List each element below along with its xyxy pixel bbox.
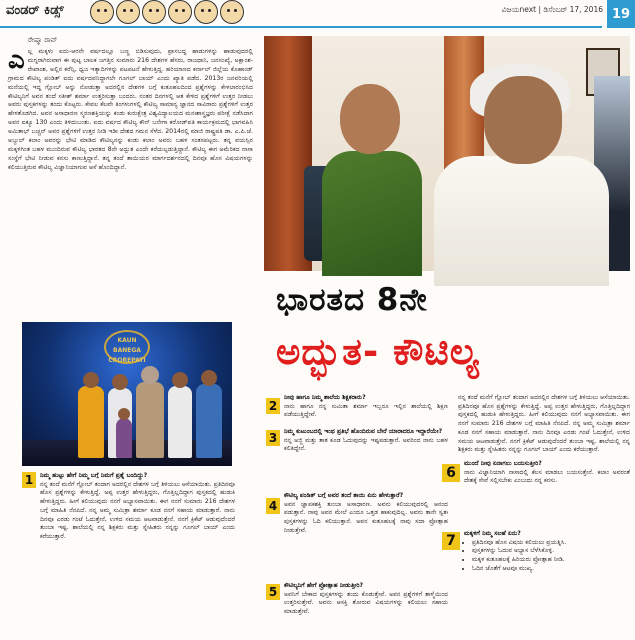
masthead bbox=[0, 0, 635, 24]
section-title: ವಂಡರ್ ಕಿಡ್ಸ್ bbox=[6, 3, 64, 18]
qa-item bbox=[40, 472, 235, 637]
intro-article bbox=[8, 45, 253, 316]
qa-number: 4 bbox=[266, 498, 280, 514]
cartoon-face-icon bbox=[194, 0, 218, 24]
qa-answer: ಅವನ ಜ್ಞಾಪಕಶಕ್ತಿ ತುಂಬಾ ಅಸಾಧಾರಣ. ಅವನು ಕಲಿಯುವುದರಲ್ಲಿ ಆನಂದ ಪಡುತ್ತಾನೆ. ನಾವು ಅವನ ಮೇಲೆ ಎಂದೂ ಒತ್ತಡ ಹಾಕುವುದಿಲ್ಲ. ಅವನು ತಾನೇ ಸ್ವತಃ ಪುಸ್ತಕಗಳನ್ನು ಓದಿ ಕಲಿಯುತ್ತಾನೆ. ಅವನ ಕುತೂಹಲಕ್ಕೆ ನಾವು ಸದಾ ಪ್ರೋತ್ಸಾಹ ನೀಡುತ್ತೇವೆ. bbox=[284, 500, 448, 534]
qa-item bbox=[464, 530, 630, 638]
qa-continued bbox=[458, 394, 630, 454]
boy-figure bbox=[322, 151, 422, 276]
qa-answer: ನನ್ನ ಅಜ್ಜಿ ಮತ್ತು ತಾತ ಕೂಡ ಓದುವುದನ್ನು ಇಷ್ಟಪಡುತ್ತಾರೆ. ಅವರಿಂದ ನಾನು ಬಹಳ ಕಲಿತಿದ್ದೇನೆ. bbox=[284, 436, 448, 453]
list-item: • ಪ್ರತಿದಿನವೂ ಹೊಸ ವಿಷಯ ಕಲಿಯಲು ಪ್ರಯತ್ನಿಸಿ. bbox=[472, 539, 630, 548]
cartoon-face-icon bbox=[168, 0, 192, 24]
qa-question: ಕೌಟಿಲ್ಯನಿಗೆ ಹೇಗೆ ಪ್ರೋತ್ಸಾಹ ನೀಡುತ್ತೀರಿ? bbox=[284, 582, 364, 589]
kbc-logo: KAUN BANEGA CROREPATI bbox=[104, 330, 150, 364]
page-number: 19 bbox=[607, 0, 635, 28]
mascot-strip bbox=[90, 0, 244, 24]
qa-question: ಕೌಟಿಲ್ಯ ಪಂಡಿತ್ ಬಗ್ಗೆ ಅವರ ತಂದೆ ತಾಯಿ ಏನು ಹೇಳುತ್ತಾರೆ? bbox=[284, 492, 404, 499]
host-figure bbox=[136, 382, 164, 458]
person-figure bbox=[196, 384, 222, 458]
qa-answer: ನಾನು ಹಾಗೂ ನನ್ನ ಸುಮಿತಾ ಶರ್ಮಾ ಇಬ್ಬರೂ ಇಲ್ಲಿನ ಶಾಲೆಯಲ್ಲಿ ಶಿಕ್ಷಣ ಪಡೆಯುತ್ತಿದ್ದೇವೆ. bbox=[284, 402, 448, 419]
photo-kalam-with-boy bbox=[264, 36, 630, 271]
qa-number: 6 bbox=[442, 464, 460, 482]
cartoon-face-icon bbox=[116, 0, 140, 24]
header-rule bbox=[0, 26, 602, 28]
byline: ರೇಷ್ಮಾ ರಾವ್ bbox=[28, 36, 58, 44]
cartoon-face-icon bbox=[220, 0, 244, 24]
headline-line1: ಭಾರತದ 8ನೇ bbox=[276, 282, 428, 318]
qa-number: 7 bbox=[442, 532, 460, 550]
qa-question: ನಿಮ್ಮ ಹುಟ್ಟು ಹೇಗೆ ನಿಮ್ಮ ಬಗ್ಗೆ ನಿಮಗೆ ಪ್ರಶ್ನೆ ಬಂದಿದ್ದು? bbox=[40, 472, 148, 479]
qa-item bbox=[284, 394, 448, 424]
cartoon-face-icon bbox=[142, 0, 166, 24]
advice-list bbox=[464, 539, 630, 574]
list-item: • ಓದಿನ ಜೊತೆಗೆ ಆಟವೂ ಮುಖ್ಯ. bbox=[472, 565, 630, 574]
qa-number: 1 bbox=[22, 472, 36, 488]
qa-item bbox=[284, 582, 448, 638]
list-item: • ಪುಸ್ತಕಗಳನ್ನು ಓದುವ ಅಭ್ಯಾಸ ಬೆಳೆಸಿಕೊಳ್ಳಿ. bbox=[472, 547, 630, 556]
qa-number: 3 bbox=[266, 430, 280, 446]
intro-text: ಲ್ಲ ಮಕ್ಕಳು ಐದು-ಆರನೇ ವರ್ಷದಲ್ಲೂ ಬಣ್ಣ ಬಿಡಿಸುವುದು, ಪ್ರಾಸಬದ್ಧ ಹಾಡುಗಳನ್ನು ಹಾಡುವುದರಲ್ಲಿ ಮಗ್ನರಾಗಿರುವಾಗ ಈ ಪುಟ್ಟ ಬಾಲಕ ಜಗತ್ತಿನ ಸುಮಾರು 216 ದೇಶಗಳ ಹೆಸರು, ರಾಜಧಾನಿ, ಜನಸಂಖ್ಯೆ, ಅಕ್ಷಾಂಶ-ರೇಖಾಂಶ, ಅಲ್ಲಿನ ಕರೆನ್ಸಿ, ಧ್ವಜ ಇತ್ಯಾದಿಗಳನ್ನು ಪಟಪಟನೆ ಹೇಳುತ್ತಿದ್ದ. ಹರಿಯಾಣದ ಕರ್ನಾಲ್ ಜಿಲ್ಲೆಯ ಕೊಹಾಂಡ್ ಗ್ರಾಮದ ಕೌಟಿಲ್ಯ ಪಂಡಿತ್ ಐದು ವರ್ಷದವನಿದ್ದಾಗಲೇ ಗೂಗಲ್ ಬಾಯ್ ಎಂದು ಖ್ಯಾತಿ ಪಡೆದ. 2013ರ ಜನವರಿಯಲ್ಲಿ ಮನೆಯಲ್ಲಿ ಇದ್ದ ಗ್ಲೋಬ್ ಅನ್ನು ನೋಡುತ್ತಾ ಅದರಲ್ಲಿನ ದೇಶಗಳ ಬಗ್ಗೆ ಕುತೂಹಲದಿಂದ ಪ್ರಶ್ನೆಗಳನ್ನು ಕೇಳಲಾರಂಭಿಸಿದ ಕೌಟಿಲ್ಯನಿಗೆ ಅವನ ತಂದೆ ಸತೀಶ್ ಶರ್ಮಾ ಉತ್ತರಿಸುತ್ತಾ ಬಂದರು. ನಂತರ ದಿನಗಳಲ್ಲಿ ಆತ ಕೇಳಿದ ಪ್ರಶ್ನೆಗಳಿಗೆ ಉತ್ತರ ನೀಡಲು ಅವರು ಪುಸ್ತಕಗಳನ್ನು ತಂದು ಕೊಟ್ಟರು. ಕೇವಲ ಕೆಲವೇ ತಿಂಗಳುಗಳಲ್ಲಿ ಕೌಟಿಲ್ಯ ಸಾಮಾನ್ಯ ಜ್ಞಾನದ ಸಾವಿರಾರು ಪ್ರಶ್ನೆಗಳಿಗೆ ಉತ್ತರ ಹೇಳತೊಡಗಿದ. ಅವನ ಅಸಾಧಾರಣ ಸ್ಮರಣಶಕ್ತಿಯನ್ನು ಕಂಡು ಕುರುಕ್ಷೇತ್ರ ವಿಶ್ವವಿದ್ಯಾಲಯದ ಮನಃಶಾಸ್ತ್ರಜ್ಞರು ಪರೀಕ್ಷೆ ನಡೆಸಿದಾಗ ಅವನ ಐಕ್ಯೂ 130 ಎಂದು ತಿಳಿದುಬಂತು. ಐದು ವರ್ಷದ ಕೌಟಿಲ್ಯ ಕೌನ್ ಬನೇಗಾ ಕರೋಡ್‌ಪತಿ ಕಾರ್ಯಕ್ರಮದಲ್ಲಿ ಭಾಗವಹಿಸಿ ಅಮಿತಾಭ್ ಬಚ್ಚನ್ ಅವರ ಪ್ರಶ್ನೆಗಳಿಗೆ ಉತ್ತರ ನೀಡಿ ಇಡೀ ದೇಶದ ಗಮನ ಸೆಳೆದ. 2014ರಲ್ಲಿ ಮಾಜಿ ರಾಷ್ಟ್ರಪತಿ ಡಾ. ಎ.ಪಿ.ಜೆ. ಅಬ್ದುಲ್ ಕಲಾಂ ಅವರನ್ನು ಭೇಟಿ ಮಾಡಿದ ಕೌಟಿಲ್ಯನನ್ನು ಕಂಡು ಕಲಾಂ ಅವರು ಬಹಳ ಸಂತಸಪಟ್ಟರು. ತನ್ನ ವಯಸ್ಸಿನ ಮಕ್ಕಳಿಗಿಂತ ಬಹಳ ಮುಂದಿರುವ ಕೌಟಿಲ್ಯ ಭಾರತದ 8ನೇ ಅದ್ಭುತ ಎಂದೇ ಕರೆಯಲ್ಪಡುತ್ತಿದ್ದಾನೆ. ಕೌಟಿಲ್ಯ ಈಗ ಅಮೆರಿಕದ ನಾಸಾ ಸಂಸ್ಥೆಗೆ ಭೇಟಿ ನೀಡುವ ಕನಸು ಕಾಣುತ್ತಿದ್ದಾನೆ. ತನ್ನ ತಂದೆ ತಾಯಿಯರ ಮಾರ್ಗದರ್ಶನದಲ್ಲಿ ದಿನವೂ ಹೊಸ ವಿಷಯಗಳನ್ನು ಕಲಿಯುತ್ತಿರುವ ಕೌಟಿಲ್ಯ ವಿಜ್ಞಾನಿಯಾಗುವ ಆಸೆ ಹೊಂದಿದ್ದಾನೆ. bbox=[8, 48, 253, 171]
publication-date: ವಿಜಯnext | ಡಿಸೆಂಬರ್ 17, 2016 bbox=[501, 5, 603, 14]
person-figure bbox=[78, 386, 104, 458]
photo-kbc-stage bbox=[22, 322, 232, 466]
cartoon-face-icon bbox=[90, 0, 114, 24]
headline-line2: ಅದ್ಭುತ- ಕೌಟಿಲ್ಯ bbox=[276, 330, 480, 373]
qa-question: ನೀವು ಹಾಗೂ ನಿಮ್ಮ ಶಾಲೆಯ ಶಿಕ್ಷಕರಾರು? bbox=[284, 394, 366, 401]
qa-item bbox=[284, 428, 448, 484]
qa-answer: ನಾನು ವಿಜ್ಞಾನಿಯಾಗಿ ನಾಸಾದಲ್ಲಿ ಕೆಲಸ ಮಾಡಲು ಬಯಸುತ್ತೇನೆ. ಕಲಾಂ ಅವರಂತೆ ದೇಶಕ್ಕೆ ಸೇವೆ ಸಲ್ಲಿಸಬೇಕು ಎಂಬುದು ನನ್ನ ಕನಸು. bbox=[464, 468, 630, 485]
list-item: • ಮಕ್ಕಳ ಕುತೂಹಲಕ್ಕೆ ಹಿರಿಯರು ಪ್ರೋತ್ಸಾಹ ನೀಡಿ. bbox=[472, 556, 630, 565]
qa-answer: ನನ್ನ ತಂದೆ ಮನೆಗೆ ಗ್ಲೋಬ್ ತಂದಾಗ ಅದರಲ್ಲಿನ ದೇಶಗಳ ಬಗ್ಗೆ ತಿಳಿಯಲು ಆಸೆಯಾಯಿತು. ಪ್ರತಿದಿನವೂ ಹೊಸ ಪ್ರಶ್ನೆಗಳನ್ನು ಕೇಳುತ್ತಿದ್ದೆ. ಅಪ್ಪ ಉತ್ತರ ಹೇಳುತ್ತಿದ್ದರು, ಗೊತ್ತಿಲ್ಲದಿದ್ದಾಗ ಪುಸ್ತಕದಲ್ಲಿ ಹುಡುಕಿ ಹೇಳುತ್ತಿದ್ದರು. ಹೀಗೆ ಕಲಿಯುವುದು ನನಗೆ ಅಭ್ಯಾಸವಾಯಿತು. ಈಗ ನನಗೆ ಸುಮಾರು 216 ದೇಶಗಳ ಬಗ್ಗೆ ಮಾಹಿತಿ ನೆನಪಿದೆ. ನನ್ನ ಅಮ್ಮ ಸುಮಿತ್ರಾ ಶರ್ಮಾ ಕೂಡ ನನಗೆ ಸಹಾಯ ಮಾಡುತ್ತಾರೆ. ನಾನು ದಿನವೂ ಎರಡು ಗಂಟೆ ಓದುತ್ತೇನೆ, ಉಳಿದ ಸಮಯ ಆಟವಾಡುತ್ತೇನೆ. ನನಗೆ ಕ್ರಿಕೆಟ್ ಆಡುವುದೆಂದರೆ ತುಂಬಾ ಇಷ್ಟ. ಶಾಲೆಯಲ್ಲಿ ನನ್ನ ಶಿಕ್ಷಕರು ಮತ್ತು ಸ್ನೇಹಿತರು ನನ್ನನ್ನು ಗೂಗಲ್ ಬಾಯ್ ಎಂದು ಕರೆಯುತ್ತಾರೆ. bbox=[40, 480, 235, 540]
man-figure bbox=[434, 156, 609, 286]
qa-question: ನಿಮ್ಮ ಕುಟುಂಬದಲ್ಲಿ ಇಂಥ ಪ್ರತಿಭೆ ಹೊಂದಿರುವ ಬೇರೆ ಯಾರಾದರೂ ಇದ್ದಾರೆಯೇ? bbox=[284, 428, 443, 435]
qa-number: 5 bbox=[266, 584, 280, 600]
qa-question: ಮುಂದೆ ನೀವು ಏನಾಗಲು ಬಯಸುತ್ತೀರಿ? bbox=[464, 460, 542, 467]
qa-answer: ಅವನಿಗೆ ಬೇಕಾದ ಪುಸ್ತಕಗಳನ್ನು ತಂದು ಕೊಡುತ್ತೇವೆ. ಅವನ ಪ್ರಶ್ನೆಗಳಿಗೆ ತಾಳ್ಮೆಯಿಂದ ಉತ್ತರಿಸುತ್ತೇವೆ. ಅವನು ಆಸಕ್ತಿ ತೋರುವ ವಿಷಯಗಳನ್ನು ಕಲಿಯಲು ಸಹಾಯ ಮಾಡುತ್ತೇವೆ. bbox=[284, 590, 448, 616]
qa-question: ಮಕ್ಕಳಿಗೆ ನಿಮ್ಮ ಸಲಹೆ ಏನು? bbox=[464, 530, 521, 537]
child-figure bbox=[116, 418, 132, 458]
qa-answer: ನನ್ನ ತಂದೆ ಮನೆಗೆ ಗ್ಲೋಬ್ ತಂದಾಗ ಅದರಲ್ಲಿನ ದೇಶಗಳ ಬಗ್ಗೆ ತಿಳಿಯಲು ಆಸೆಯಾಯಿತು. ಪ್ರತಿದಿನವೂ ಹೊಸ ಪ್ರಶ್ನೆಗಳನ್ನು ಕೇಳುತ್ತಿದ್ದೆ. ಅಪ್ಪ ಉತ್ತರ ಹೇಳುತ್ತಿದ್ದರು, ಗೊತ್ತಿಲ್ಲದಿದ್ದಾಗ ಪುಸ್ತಕದಲ್ಲಿ ಹುಡುಕಿ ಹೇಳುತ್ತಿದ್ದರು. ಹೀಗೆ ಕಲಿಯುವುದು ನನಗೆ ಅಭ್ಯಾಸವಾಯಿತು. ಈಗ ನನಗೆ ಸುಮಾರು 216 ದೇಶಗಳ ಬಗ್ಗೆ ಮಾಹಿತಿ ನೆನಪಿದೆ. ನನ್ನ ಅಮ್ಮ ಸುಮಿತ್ರಾ ಶರ್ಮಾ ಕೂಡ ನನಗೆ ಸಹಾಯ ಮಾಡುತ್ತಾರೆ. ನಾನು ದಿನವೂ ಎರಡು ಗಂಟೆ ಓದುತ್ತೇನೆ, ಉಳಿದ ಸಮಯ ಆಟವಾಡುತ್ತೇನೆ. ನನಗೆ ಕ್ರಿಕೆಟ್ ಆಡುವುದೆಂದರೆ ತುಂಬಾ ಇಷ್ಟ. ಶಾಲೆಯಲ್ಲಿ ನನ್ನ ಶಿಕ್ಷಕರು ಮತ್ತು ಸ್ನೇಹಿತರು ನನ್ನನ್ನು ಗೂಗಲ್ ಬಾಯ್ ಎಂದು ಕರೆಯುತ್ತಾರೆ. bbox=[458, 394, 630, 454]
person-figure bbox=[168, 386, 192, 458]
drop-cap: ಎ bbox=[8, 45, 25, 75]
qa-item bbox=[284, 492, 448, 574]
qa-number: 2 bbox=[266, 398, 280, 414]
qa-item bbox=[464, 460, 630, 524]
